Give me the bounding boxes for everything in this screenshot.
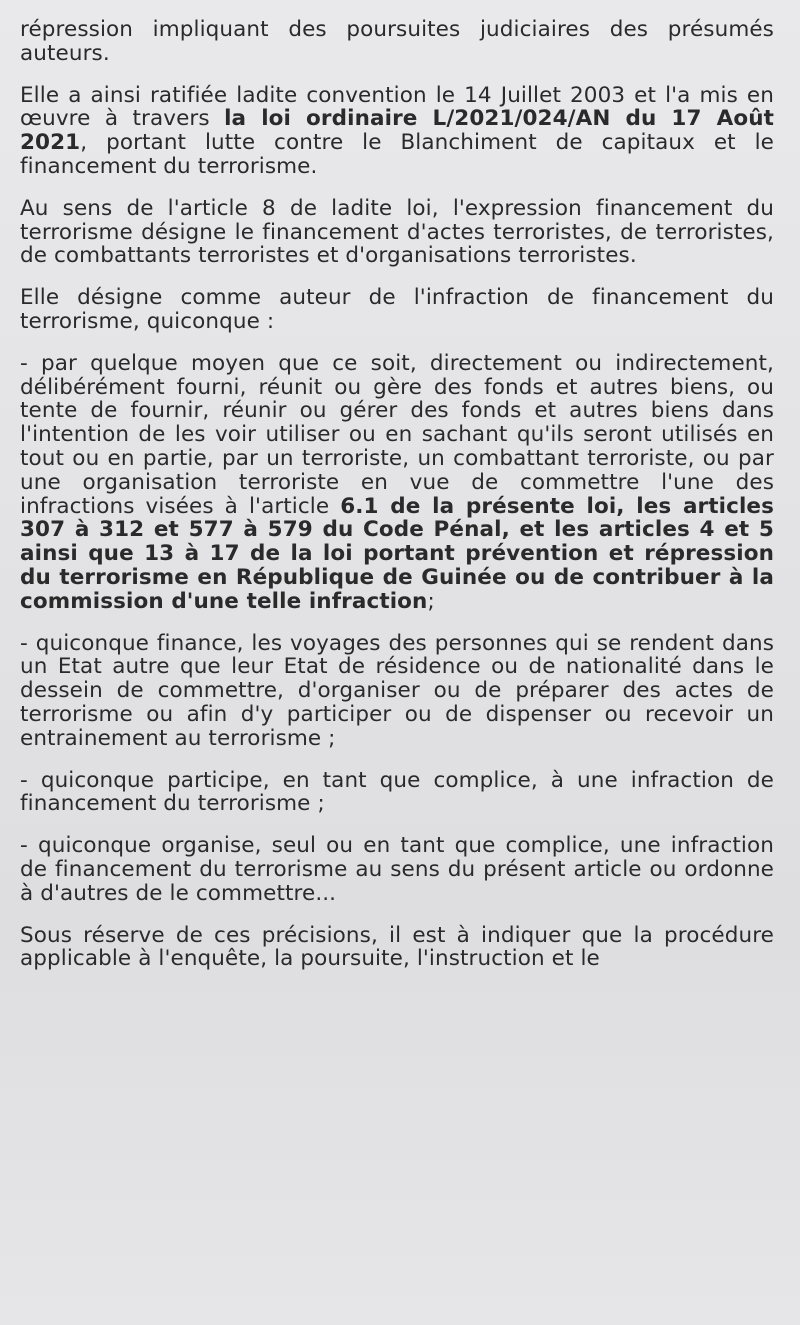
paragraph-gap: [20, 751, 774, 769]
paragraph-gap: [20, 906, 774, 924]
paragraph-2: [20, 84, 774, 179]
paragraph-2-text-a: Elle a ainsi ratifiée ladite convention le 14 Juillet 2003 et l'a mis en œuvre à travers: [20, 82, 774, 132]
law-reference-bold: la loi ordinaire L/2021/024/AN du 17 Août 2021: [20, 106, 774, 156]
paragraph-gap: [20, 334, 774, 352]
paragraph-1: répression impliquant des poursuites judiciaires des présumés auteurs.: [20, 17, 774, 66]
paragraph-gap: [20, 179, 774, 197]
paragraph-5: [20, 352, 774, 614]
paragraph-gap: [20, 816, 774, 834]
articles-reference-bold: 6.1 de la présente loi, les articles 307 à 312 et 577 à 579 du Code Pénal, et les articles 4 et 5 ainsi que 13 à 17 de la loi portant prévention et répression du terrorisme en République de Guinée ou de contribuer à la commission d'une telle infraction: [20, 493, 774, 614]
paragraph-gap: [20, 268, 774, 286]
paragraph-9: Sous réserve de ces précisions, il est à indiquer que la procédure applicable à l'enquête, la poursuite, l'instruction et le: [20, 922, 774, 972]
paragraph-6: - quiconque finance, les voyages des personnes qui se rendent dans un Etat autre que leur Etat de résidence ou de nationalité dans le dessein de commettre, d'organiser ou de préparer des actes de terrorisme ou afin d'y participer ou de dispenser ou recevoir un entrainement au terrorisme ;: [20, 630, 774, 751]
paragraph-5-text-c: ;: [427, 588, 435, 614]
paragraph-3: Au sens de l'article 8 de ladite loi, l'expression financement du terrorisme désigne le financement d'actes terroristes, de terroristes, de combattants terroristes et d'organisations terroristes.: [20, 195, 774, 269]
paragraph-7: - quiconque participe, en tant que complice, à une infraction de financement du terrorisme ;: [20, 767, 774, 817]
paragraph-5-text-a: - par quelque moyen que ce soit, directement ou indirectement, délibérément fourni, réunit ou gère des fonds et autres biens, ou tente de fournir, réunir ou gérer des fonds et autres biens dans l'intention de les voir utiliser ou en sachant qu'ils seront utilisés en tout ou en partie, par un terroriste, un combattant terroriste, ou par une organisation terroriste en vue de commettre l'une des infractions visées à l'article: [20, 350, 774, 519]
paragraph-gap: [20, 614, 774, 632]
paragraph-8: - quiconque organise, seul ou en tant que complice, une infraction de financement du terrorisme au sens du présent article ou ordonne à d'autres de le commettre...: [20, 833, 774, 906]
paragraph-4: Elle désigne comme auteur de l'infraction de financement du terrorisme, quiconque :: [20, 285, 774, 334]
paragraph-2-text-c: , portant lutte contre le Blanchiment de capitaux et le financement du terrorisme.: [20, 130, 774, 179]
paragraph-gap: [20, 66, 774, 84]
